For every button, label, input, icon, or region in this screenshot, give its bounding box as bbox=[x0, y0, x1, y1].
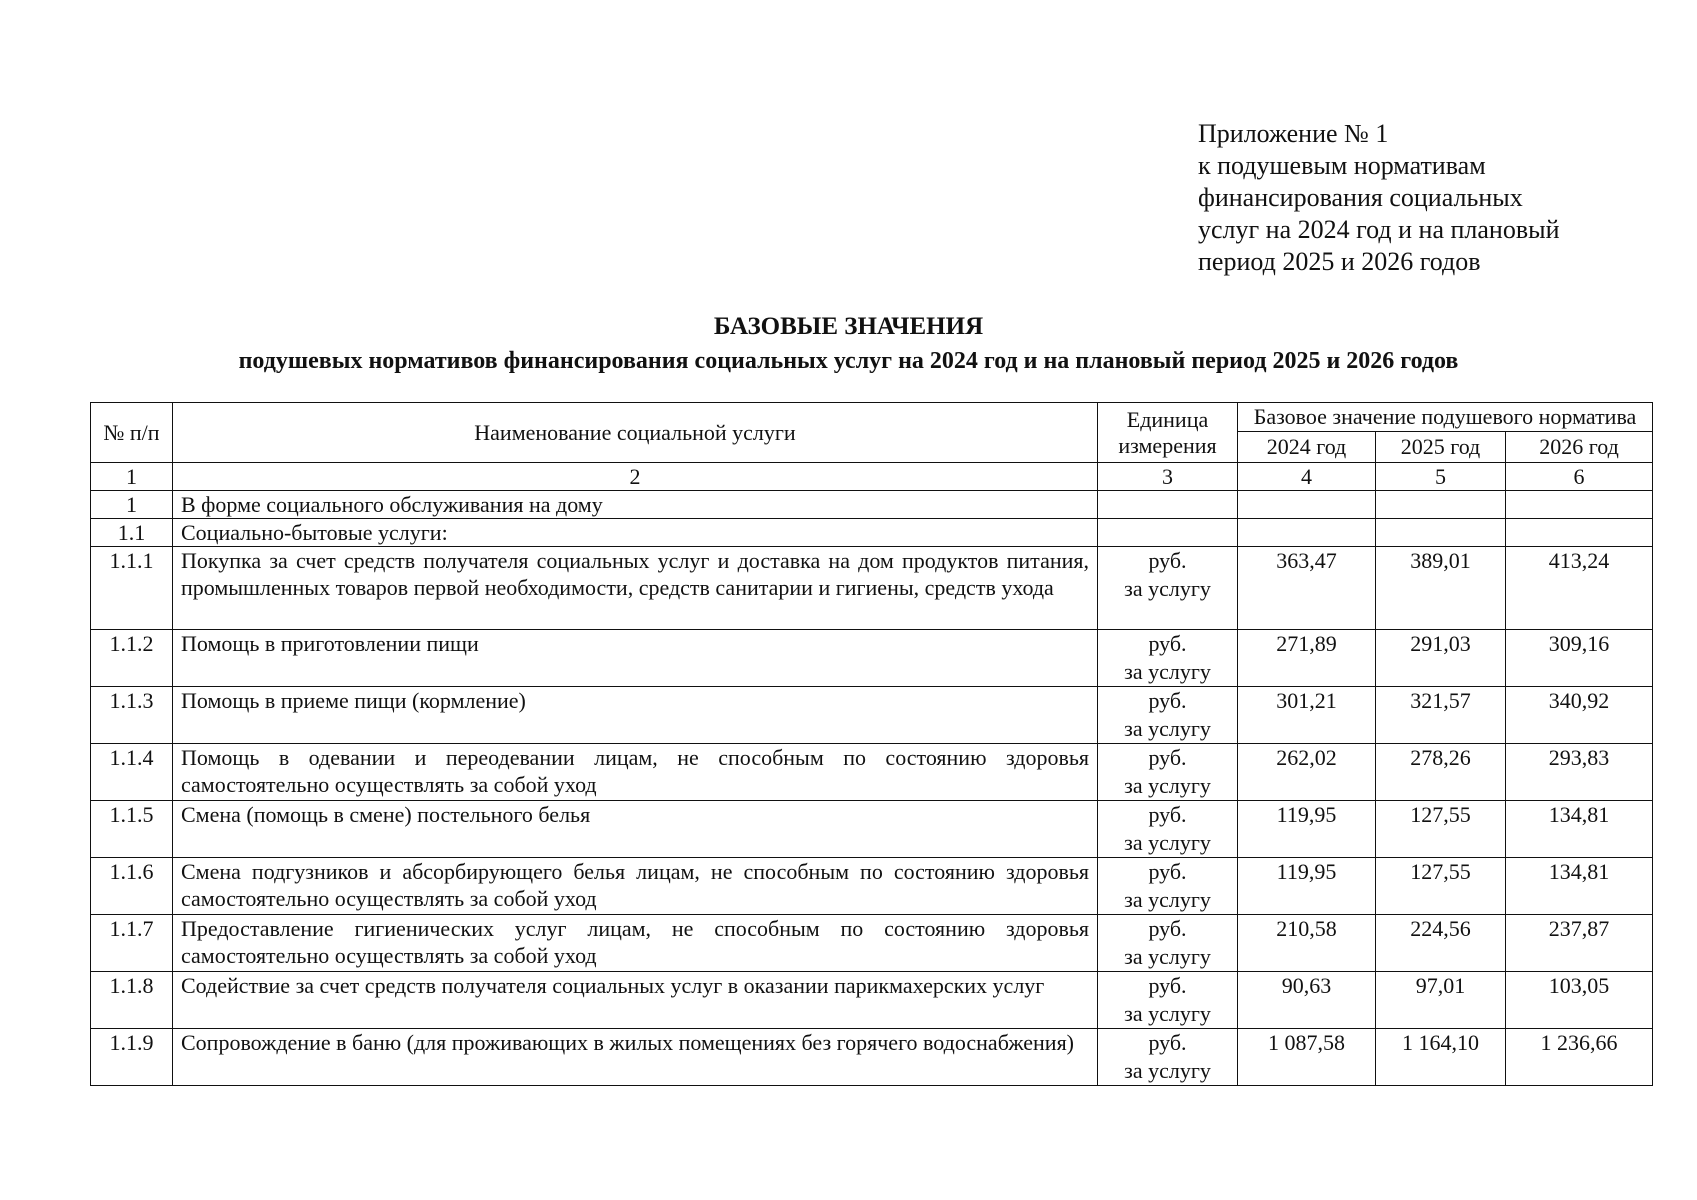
row-number: 1.1.8 bbox=[91, 972, 173, 1029]
title-subtitle: подушевых нормативов финансирования социальных услуг на 2024 год и на плановый период 2025 и 2026 годов bbox=[238, 348, 1459, 374]
value-2026: 134,81 bbox=[1506, 801, 1653, 858]
unit-line: за услугу bbox=[1124, 1001, 1211, 1026]
section-row bbox=[91, 519, 1653, 547]
column-number: 3 bbox=[1098, 463, 1238, 491]
unit-line: за услугу bbox=[1124, 887, 1211, 912]
value-2025: 97,01 bbox=[1376, 972, 1506, 1029]
value-2024: 1 087,58 bbox=[1238, 1029, 1376, 1086]
section-name: В форме социального обслуживания на дому bbox=[173, 491, 1098, 519]
table-row bbox=[91, 630, 1653, 687]
empty-cell bbox=[1238, 519, 1376, 547]
value-2025: 1 164,10 bbox=[1376, 1029, 1506, 1086]
column-number: 2 bbox=[173, 463, 1098, 491]
unit-cell bbox=[1098, 858, 1238, 915]
section-row bbox=[91, 491, 1653, 519]
unit-cell bbox=[1098, 1029, 1238, 1086]
value-2025: 291,03 bbox=[1376, 630, 1506, 687]
table-row bbox=[91, 547, 1653, 630]
table-row bbox=[91, 858, 1653, 915]
unit-line: руб. bbox=[1148, 631, 1187, 656]
table-row bbox=[91, 972, 1653, 1029]
unit-line: руб. bbox=[1148, 859, 1187, 884]
document-title bbox=[0, 310, 1697, 378]
section-number: 1 bbox=[91, 491, 173, 519]
column-number: 6 bbox=[1506, 463, 1653, 491]
appendix-line: услуг на 2024 год и на плановый bbox=[1198, 215, 1560, 244]
row-number: 1.1.1 bbox=[91, 547, 173, 630]
unit-line: за услугу bbox=[1124, 773, 1211, 798]
value-2026: 1 236,66 bbox=[1506, 1029, 1653, 1086]
table-row bbox=[91, 687, 1653, 744]
value-2024: 271,89 bbox=[1238, 630, 1376, 687]
service-name: Смена (помощь в смене) постельного белья bbox=[173, 801, 1098, 858]
header-base-value: Базовое значение подушевого норматива bbox=[1238, 403, 1653, 432]
service-name: Предоставление гигиенических услуг лицам, не способным по состоянию здоровья самостоятельно осуществлять за собой уход bbox=[173, 915, 1098, 972]
unit-cell bbox=[1098, 972, 1238, 1029]
value-2026: 134,81 bbox=[1506, 858, 1653, 915]
unit-line: за услугу bbox=[1124, 659, 1211, 684]
unit-cell bbox=[1098, 744, 1238, 801]
value-2025: 127,55 bbox=[1376, 858, 1506, 915]
empty-cell bbox=[1098, 491, 1238, 519]
unit-line: за услугу bbox=[1124, 716, 1211, 741]
header-name: Наименование социальной услуги bbox=[173, 403, 1098, 463]
unit-line: руб. bbox=[1148, 745, 1187, 770]
unit-cell bbox=[1098, 687, 1238, 744]
empty-cell bbox=[1376, 491, 1506, 519]
unit-line: за услугу bbox=[1124, 830, 1211, 855]
empty-cell bbox=[1376, 519, 1506, 547]
section-name: Социально-бытовые услуги: bbox=[173, 519, 1098, 547]
value-2025: 127,55 bbox=[1376, 801, 1506, 858]
service-name: Помощь в приеме пищи (кормление) bbox=[173, 687, 1098, 744]
column-number: 5 bbox=[1376, 463, 1506, 491]
value-2024: 90,63 bbox=[1238, 972, 1376, 1029]
column-numbers-row bbox=[91, 463, 1653, 491]
value-2024: 363,47 bbox=[1238, 547, 1376, 630]
unit-cell bbox=[1098, 547, 1238, 630]
unit-line: руб. bbox=[1148, 916, 1187, 941]
value-2025: 224,56 bbox=[1376, 915, 1506, 972]
appendix-note bbox=[1198, 118, 1678, 278]
unit-line: руб. bbox=[1148, 548, 1187, 573]
value-2024: 119,95 bbox=[1238, 801, 1376, 858]
value-2026: 103,05 bbox=[1506, 972, 1653, 1029]
value-2024: 262,02 bbox=[1238, 744, 1376, 801]
value-2024: 301,21 bbox=[1238, 687, 1376, 744]
header-year-2024: 2024 год bbox=[1238, 432, 1376, 463]
row-number: 1.1.4 bbox=[91, 744, 173, 801]
value-2026: 340,92 bbox=[1506, 687, 1653, 744]
unit-line: руб. bbox=[1148, 973, 1187, 998]
row-number: 1.1.2 bbox=[91, 630, 173, 687]
service-name: Покупка за счет средств получателя социальных услуг и доставка на дом продуктов питания, промышленных товаров первой необходимости, средств санитарии и гигиены, средств ухода bbox=[173, 547, 1098, 630]
unit-line: за услугу bbox=[1124, 944, 1211, 969]
service-name: Смена подгузников и абсорбирующего белья лицам, не способным по состоянию здоровья самостоятельно осуществлять за собой уход bbox=[173, 858, 1098, 915]
value-2025: 389,01 bbox=[1376, 547, 1506, 630]
title-main: БАЗОВЫЕ ЗНАЧЕНИЯ bbox=[713, 313, 984, 340]
value-2026: 309,16 bbox=[1506, 630, 1653, 687]
header-unit: Единица измерения bbox=[1098, 403, 1238, 463]
column-number: 4 bbox=[1238, 463, 1376, 491]
unit-cell bbox=[1098, 915, 1238, 972]
section-number: 1.1 bbox=[91, 519, 173, 547]
row-number: 1.1.9 bbox=[91, 1029, 173, 1086]
value-2024: 210,58 bbox=[1238, 915, 1376, 972]
value-2025: 321,57 bbox=[1376, 687, 1506, 744]
header-year-2025: 2025 год bbox=[1376, 432, 1506, 463]
appendix-line: финансирования социальных bbox=[1198, 183, 1523, 212]
service-name: Содействие за счет средств получателя социальных услуг в оказании парикмахерских услуг bbox=[173, 972, 1098, 1029]
empty-cell bbox=[1238, 491, 1376, 519]
value-2026: 413,24 bbox=[1506, 547, 1653, 630]
row-number: 1.1.7 bbox=[91, 915, 173, 972]
table-row bbox=[91, 915, 1653, 972]
value-2025: 278,26 bbox=[1376, 744, 1506, 801]
appendix-line: к подушевым нормативам bbox=[1198, 151, 1486, 180]
service-name: Помощь в одевании и переодевании лицам, не способным по состоянию здоровья самостоятельно осуществлять за собой уход bbox=[173, 744, 1098, 801]
appendix-line: Приложение № 1 bbox=[1198, 119, 1389, 148]
table-row bbox=[91, 744, 1653, 801]
unit-line: руб. bbox=[1148, 688, 1187, 713]
header-year-2026: 2026 год bbox=[1506, 432, 1653, 463]
service-name: Помощь в приготовлении пищи bbox=[173, 630, 1098, 687]
appendix-line: период 2025 и 2026 годов bbox=[1198, 247, 1481, 276]
empty-cell bbox=[1506, 491, 1653, 519]
row-number: 1.1.3 bbox=[91, 687, 173, 744]
table-row bbox=[91, 1029, 1653, 1086]
empty-cell bbox=[1506, 519, 1653, 547]
header-row bbox=[91, 403, 1653, 432]
unit-cell bbox=[1098, 801, 1238, 858]
service-name: Сопровождение в баню (для проживающих в жилых помещениях без горячего водоснабжения) bbox=[173, 1029, 1098, 1086]
column-number: 1 bbox=[91, 463, 173, 491]
value-2026: 293,83 bbox=[1506, 744, 1653, 801]
empty-cell bbox=[1098, 519, 1238, 547]
table-row bbox=[91, 801, 1653, 858]
row-number: 1.1.6 bbox=[91, 858, 173, 915]
unit-line: за услугу bbox=[1124, 576, 1211, 601]
unit-line: руб. bbox=[1148, 802, 1187, 827]
norms-table bbox=[90, 402, 1653, 1086]
unit-line: за услугу bbox=[1124, 1058, 1211, 1083]
value-2024: 119,95 bbox=[1238, 858, 1376, 915]
row-number: 1.1.5 bbox=[91, 801, 173, 858]
header-no: № п/п bbox=[91, 403, 173, 463]
unit-cell bbox=[1098, 630, 1238, 687]
value-2026: 237,87 bbox=[1506, 915, 1653, 972]
unit-line: руб. bbox=[1148, 1030, 1187, 1055]
